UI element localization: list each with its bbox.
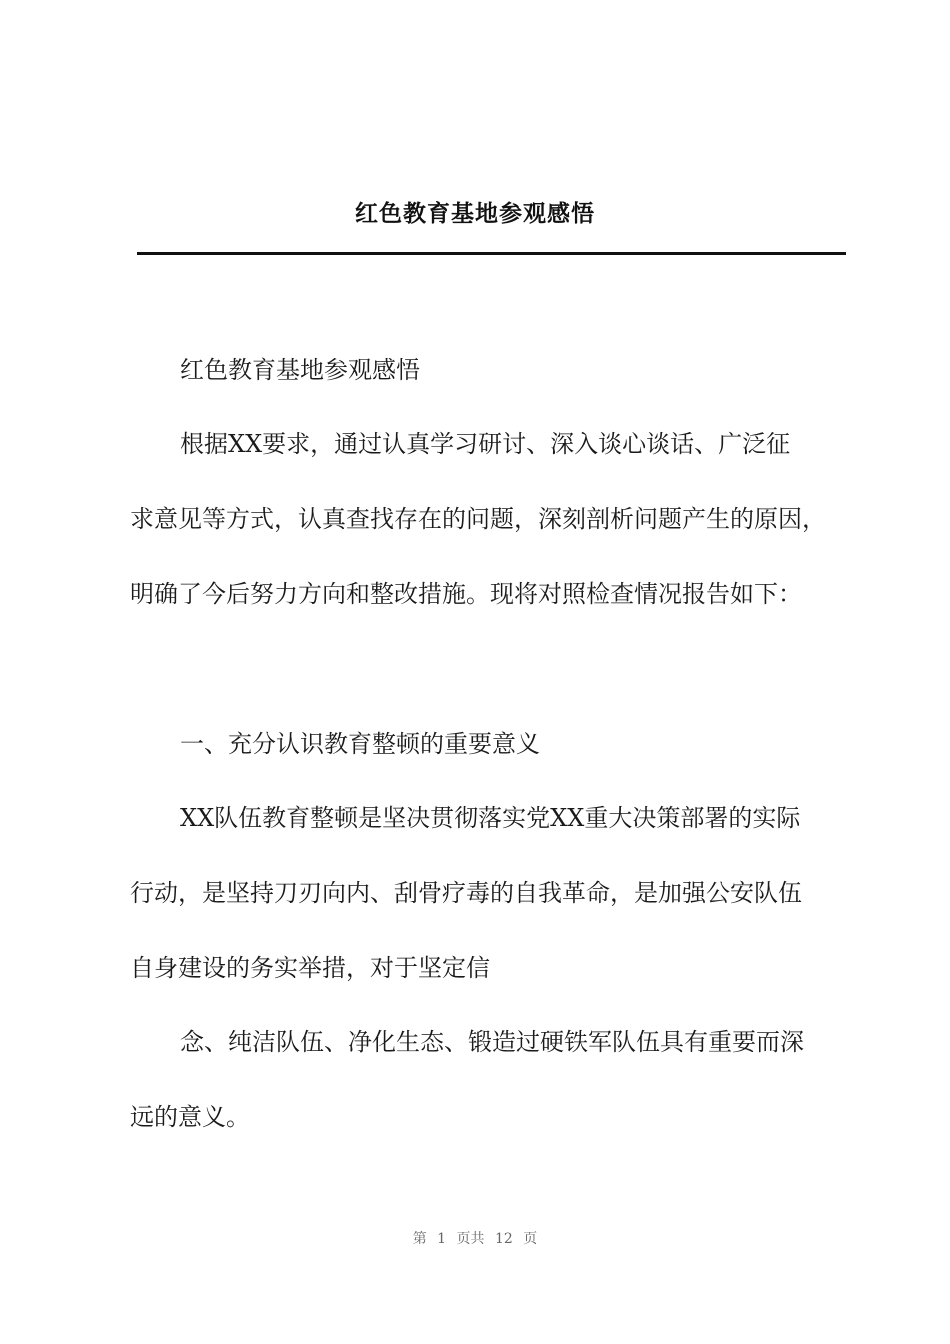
- body-line: 行动，是坚持刀刃向内、刮骨疗毒的自我革命，是加强公安队伍: [130, 879, 802, 907]
- section-heading: 一、充分认识教育整顿的重要意义: [180, 730, 540, 758]
- page-footer: 第 1 页共 12 页: [412, 1231, 538, 1247]
- title-divider: [137, 252, 846, 255]
- page-title: 红色教育基地参观感悟: [355, 200, 595, 227]
- body-line: 远的意义。: [130, 1103, 250, 1131]
- body-line: 念、纯洁队伍、净化生态、锻造过硬铁军队伍具有重要而深: [180, 1028, 804, 1056]
- body-line: 自身建设的务实举措，对于坚定信: [130, 954, 490, 982]
- body-line: 根据XX要求，通过认真学习研讨、深入谈心谈话、广泛征: [180, 430, 791, 458]
- body-line: 明确了今后努力方向和整改措施。现将对照检查情况报告如下：: [130, 580, 802, 608]
- body-line-heading: 红色教育基地参观感悟: [180, 356, 420, 384]
- body-line: XX队伍教育整顿是坚决贯彻落实党XX重大决策部署的实际: [180, 804, 801, 832]
- body-line: 求意见等方式，认真查找存在的问题，深刻剖析问题产生的原因，: [130, 505, 826, 533]
